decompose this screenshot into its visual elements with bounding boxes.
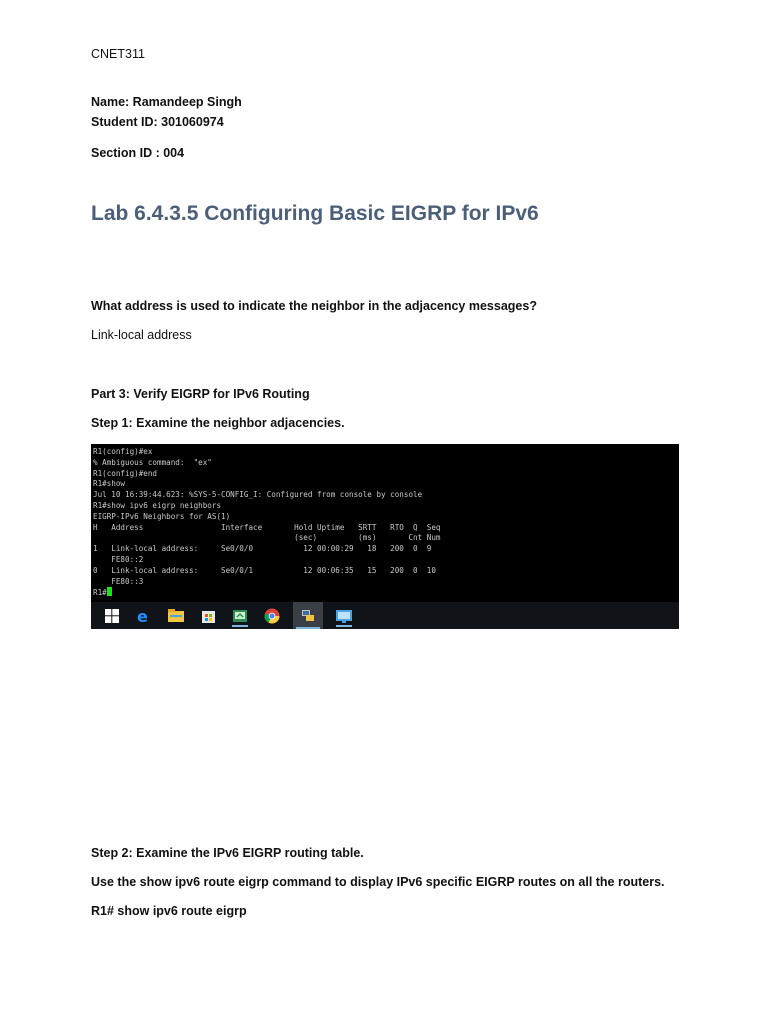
- console-line: (sec) (ms) Cnt Num: [93, 533, 441, 543]
- store-icon[interactable]: [197, 605, 219, 627]
- putty-icon[interactable]: [229, 605, 251, 627]
- console-line: R1#show ipv6 eigrp neighbors: [93, 500, 222, 510]
- chrome-icon[interactable]: [261, 605, 283, 627]
- console-line: FE80::3: [93, 576, 144, 586]
- step2-heading: Step 2: Examine the IPv6 EIGRP routing table.: [91, 846, 364, 860]
- console-line: R1#show: [93, 479, 126, 489]
- student-id: Student ID: 301060974: [91, 115, 224, 129]
- console-line: R1(config)#ex: [93, 447, 153, 456]
- taskbar: [91, 602, 679, 629]
- console-line: Jul 10 16:39:44.623: %SYS-5-CONFIG_I: Configured from console by console: [93, 490, 423, 500]
- course-code: CNET311: [91, 47, 145, 61]
- console-line: 1 Link-local address: Se0/0/0 12 00:00:29 18 200 0 9: [93, 544, 432, 554]
- page-title: Lab 6.4.3.5 Configuring Basic EIGRP for IPv6: [91, 202, 539, 225]
- remote-desktop-icon[interactable]: [333, 605, 355, 627]
- cursor-icon: [107, 587, 112, 596]
- section-id: Section ID : 004: [91, 146, 185, 160]
- file-explorer-icon[interactable]: [165, 605, 187, 627]
- console-prompt: R1#: [93, 588, 107, 598]
- console-line: % Ambiguous command: "ex": [93, 457, 212, 467]
- windows-start-icon[interactable]: [101, 605, 123, 627]
- answer-text: Link-local address: [91, 328, 192, 342]
- step1-heading: Step 1: Examine the neighbor adjacencies.: [91, 416, 345, 430]
- network-app-icon[interactable]: [293, 602, 323, 629]
- console-line: 0 Link-local address: Se0/0/1 12 00:06:35 15 200 0 10: [93, 565, 436, 575]
- student-name: Name: Ramandeep Singh: [91, 95, 242, 109]
- console-line: R1(config)#end: [93, 468, 158, 478]
- edge-icon[interactable]: [133, 605, 155, 627]
- part3-heading: Part 3: Verify EIGRP for IPv6 Routing: [91, 387, 310, 401]
- console-screenshot: [91, 444, 679, 602]
- step2-instruction: Use the show ipv6 route eigrp command to display IPv6 specific EIGRP routes on all the routers.: [91, 875, 665, 889]
- question-text: What address is used to indicate the neighbor in the adjacency messages?: [91, 299, 537, 313]
- console-line: H Address Interface Hold Uptime SRTT RTO Q Seq: [93, 522, 441, 532]
- step2-command: R1# show ipv6 route eigrp: [91, 904, 247, 918]
- console-line: EIGRP-IPv6 Neighbors for AS(1): [93, 511, 231, 521]
- svg-text:e: e: [137, 607, 148, 624]
- console-line: FE80::2: [93, 554, 144, 564]
